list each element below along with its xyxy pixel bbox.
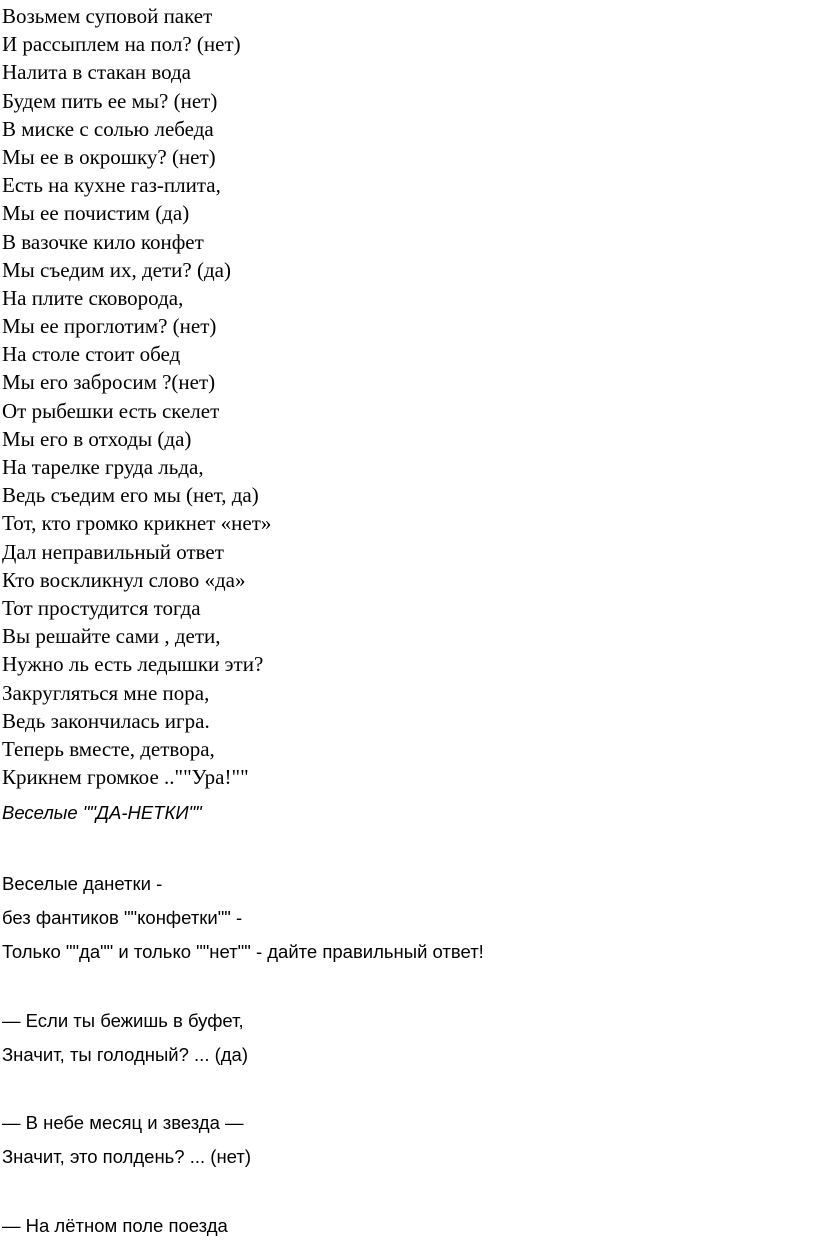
poem-line: Нужно ль есть ледышки эти? [2,652,264,677]
poem-line: Вы решайте сами , дети, [2,624,221,649]
section-title: Веселые ""ДА-НЕТКИ"" [2,802,202,823]
poem-line: На плите сковорода, [2,285,184,310]
poem-line: Мы ее в окрошку? (нет) [2,144,216,169]
poem-line: Мы его в отходы (да) [2,426,192,451]
poem-line: Дал неправильный ответ [2,539,224,564]
poem-line: Крикнем громкое ..""Ура!"" [2,765,249,790]
poem-line: Мы съедим их, дети? (да) [2,257,231,282]
poem-line: Кто воскликнул слово «да» [2,567,246,592]
riddle-line: — Если ты бежишь в буфет, [2,1010,244,1031]
poem-line: На тарелке груда льда, [2,455,204,479]
poem-line: От рыбешки есть скелет [2,398,220,423]
intro-line: Только ""да"" и только ""нет"" - дайте правильный ответ! [2,941,484,962]
poem-line: Возьмем суповой пакет [2,4,213,28]
riddle-line: Значит, это полдень? ... (нет) [2,1146,251,1167]
section-body [2,0,802,1247]
poem-line: Есть на кухне газ-плита, [2,173,221,198]
riddle-line: — В небе месяц и звезда — [2,1112,244,1133]
poem-line: Тот, кто громко крикнет «нет» [2,511,272,536]
poem-line: Тот простудится тогда [2,595,201,620]
intro-line: без фантиков ""конфетки"" - [2,907,243,928]
poem-line: В миске с солью лебеда [2,116,214,141]
poem-line: Ведь закончилась игра. [2,708,210,733]
riddle-line: Значит, ты голодный? ... (да) [2,1044,249,1065]
poem-line: Теперь вместе, детвора, [2,736,215,761]
poem-line: И рассыплем на пол? (нет) [2,32,241,57]
poem-line: Мы его забросим ?(нет) [2,370,216,395]
poem-line: В вазочке кило конфет [2,229,204,254]
poem-line: Ведь съедим его мы (нет, да) [2,483,259,508]
poem-line: Мы ее проглотим? (нет) [2,314,217,339]
poem-line: Налита в стакан вода [2,60,191,85]
riddle-line: — На лётном поле поезда [2,1215,228,1236]
poem-line: Мы ее почистим (да) [2,201,190,226]
poem-line: Будем пить ее мы? (нет) [2,88,218,113]
poem-line: На столе стоит обед [2,342,181,367]
poem-line: Закругляться мне пора, [2,680,210,705]
intro-line: Веселые данетки - [2,873,163,894]
